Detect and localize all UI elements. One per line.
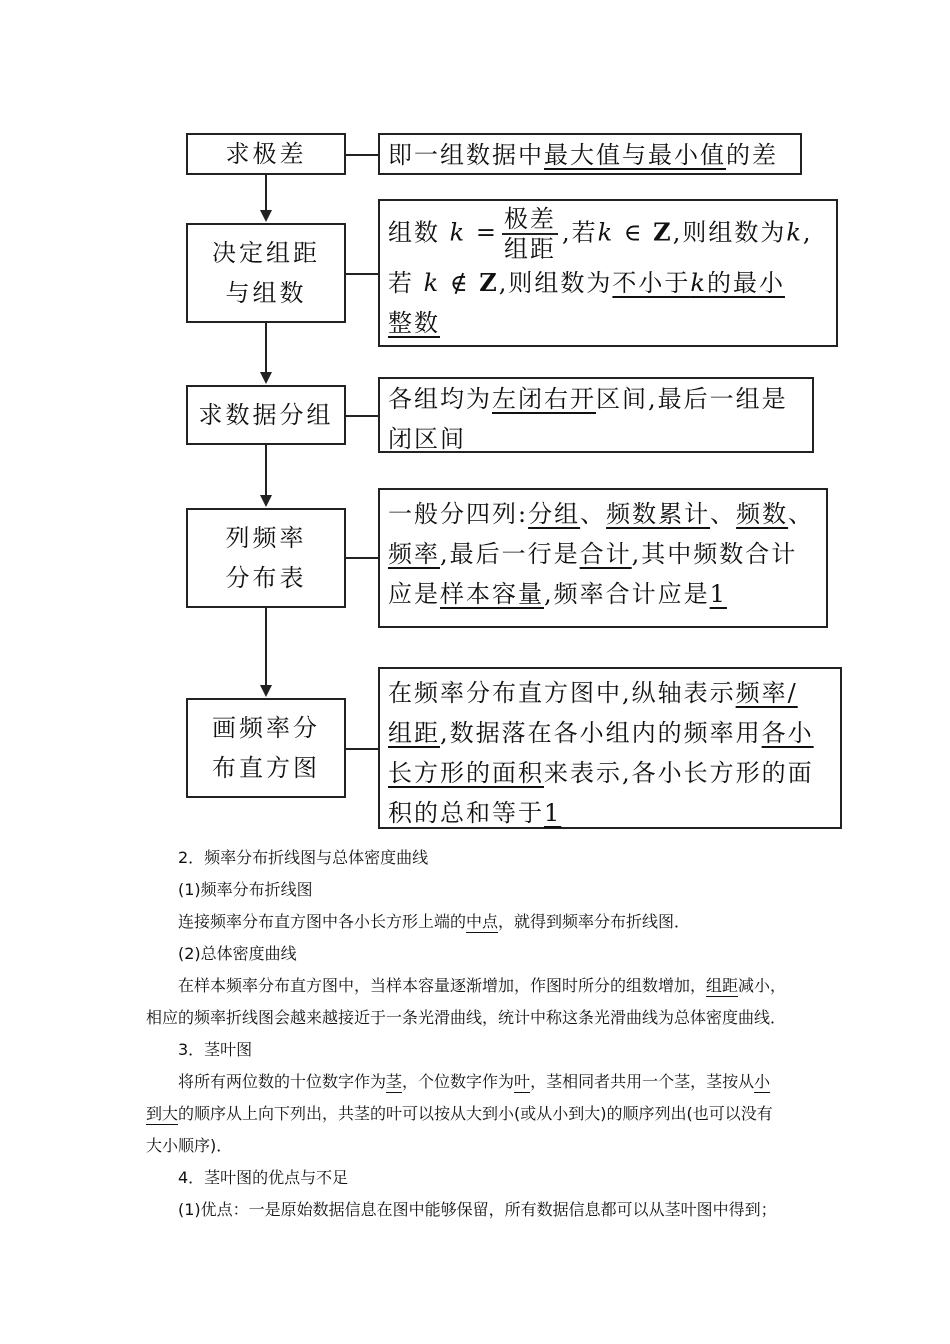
desc-table-text-e: ,最后一行是 <box>440 540 580 568</box>
step-histogram-box <box>186 698 346 798</box>
fraction <box>502 205 558 263</box>
desc-hist-u3: 各小 <box>761 719 814 747</box>
desc-hist-u2: 组距 <box>388 719 440 747</box>
desc-group-u2: 的最小 <box>706 269 785 297</box>
desc-table-u6: 样本容量 <box>440 580 544 608</box>
heading-2: 2．频率分布折线图与总体密度曲线 <box>178 848 429 867</box>
p3-b: ，个位数字作为 <box>402 1072 515 1091</box>
arrow-1-head <box>260 210 272 222</box>
arrow-3-head <box>260 495 272 507</box>
p3-u2: 叶 <box>514 1072 531 1091</box>
desc-hist-text-d: 积的总和等于 <box>388 799 544 827</box>
desc-group-text-b: ,若 <box>561 218 598 247</box>
math-equals: = <box>475 218 498 247</box>
desc-table-u4: 频率 <box>388 540 440 568</box>
p1-a: 连接频率分布直方图中各小长方形上端的 <box>178 912 467 931</box>
arrow-4-line <box>265 608 267 686</box>
arrow-3-line <box>265 445 267 496</box>
math-k-3: k <box>786 218 803 247</box>
heading-2-1: (1)频率分布折线图 <box>178 880 313 899</box>
desc-table-text-d: 、 <box>788 500 815 528</box>
p3-a: 将所有两位数的十位数字作为 <box>178 1072 387 1091</box>
paragraph-3-cont <box>146 1098 816 1130</box>
math-k-5: k <box>690 269 707 297</box>
step-group-width-box <box>186 223 346 323</box>
math-k-4: k <box>423 269 441 297</box>
p3-d: 的顺序从上向下列出，共茎的叶可以按从大到小(或从小到大)的顺序列出(也可以没有 <box>178 1104 773 1123</box>
math-k-1: k <box>449 218 467 247</box>
arrow-2-line <box>265 323 267 373</box>
fraction-denominator: 组距 <box>503 235 556 263</box>
desc-table-u7: 1 <box>709 580 727 608</box>
desc-group-text-c: ,则组数为 <box>672 218 787 247</box>
p2-a: 在样本频率分布直方图中，当样本容量逐渐增加，作图时所分的组数增加， <box>178 976 707 995</box>
step-grouping-box <box>186 385 346 445</box>
desc-freq-table-box <box>378 488 828 628</box>
desc-range-text-b: 的差 <box>726 141 778 169</box>
desc-range-box <box>378 133 802 175</box>
desc-table-u5: 合计 <box>579 540 632 568</box>
p2-b: 减小， <box>738 976 787 995</box>
desc-group-box <box>378 199 838 347</box>
desc-table-text-c: 、 <box>710 500 737 528</box>
desc-table-text-a: 一般分四列: <box>388 500 529 528</box>
desc-grouping-underlined: 左闭右开 <box>492 385 596 413</box>
desc-hist-u5: 1 <box>544 799 562 827</box>
desc-hist-u1: 频率/ <box>735 679 798 707</box>
connector-1 <box>346 154 378 156</box>
p3-u3: 小 <box>754 1072 771 1091</box>
arrow-4-head <box>260 685 272 697</box>
fraction-numerator: 极差 <box>503 205 556 233</box>
step-histogram-label-2: 布直方图 <box>212 754 320 782</box>
arrow-2-head <box>260 372 272 384</box>
paragraph-3-end: 大小顺序)． <box>146 1136 233 1155</box>
desc-group-underlined <box>612 269 785 297</box>
paragraph-2-cont: 相应的频率折线图会越来越接近于一条光滑曲线，统计中称这条光滑曲线为总体密度曲线． <box>146 1008 787 1027</box>
desc-grouping-text-a: 各组均为 <box>388 385 492 413</box>
connector-5 <box>346 748 378 750</box>
desc-grouping-text-c: 闭区间 <box>388 425 466 453</box>
desc-hist-text-b: ,数据落在各小组内的频率用 <box>440 719 762 747</box>
body-text <box>146 842 816 1226</box>
paragraph-1 <box>146 906 816 938</box>
heading-4: 4．茎叶图的优点与不足 <box>178 1168 349 1187</box>
desc-group-text-f: ,则组数为 <box>498 269 613 297</box>
step-grouping-label: 求数据分组 <box>198 401 334 429</box>
step-freq-table-box <box>186 508 346 608</box>
desc-hist-text-c: 来表示,各小长方形的面 <box>544 759 814 787</box>
step-histogram-label-1: 画频率分 <box>212 714 320 742</box>
p3-u4: 到大 <box>146 1104 179 1123</box>
p3-u1: 茎 <box>386 1072 403 1091</box>
desc-table-text-b: 、 <box>580 500 607 528</box>
paragraph-3 <box>146 1066 816 1098</box>
desc-table-u3: 频数 <box>736 500 789 528</box>
desc-group-u3: 整数 <box>388 309 440 337</box>
desc-grouping-text-b: 区间,最后一组是 <box>596 385 788 413</box>
connector-3 <box>346 415 378 417</box>
step-freq-table-label-1: 列频率 <box>225 524 307 552</box>
math-integers-2: Z <box>479 268 499 297</box>
paragraph-4: (1)优点：一是原始数据信息在图中能够保留，所有数据信息都可以从茎叶图中得到； <box>178 1200 777 1219</box>
desc-table-text-f: ,其中频数合计 <box>631 540 798 568</box>
paragraph-2 <box>146 970 816 1002</box>
step-group-width-label-2: 与组数 <box>225 279 307 307</box>
math-integers-1: Z <box>653 217 673 247</box>
p3-c: ，茎相同者共用一个茎，茎按从 <box>530 1072 755 1091</box>
p2-underlined: 组距 <box>706 976 739 995</box>
math-k-2: k <box>597 218 615 247</box>
arrow-1-line <box>265 175 267 211</box>
desc-hist-text-a: 在频率分布直方图中,纵轴表示 <box>388 679 736 707</box>
heading-2-2: (2)总体密度曲线 <box>178 944 297 963</box>
desc-group-text-a: 组数 <box>388 218 440 247</box>
step-group-width-label-1: 决定组距 <box>212 239 320 267</box>
desc-group-u1: 不小于 <box>612 269 691 297</box>
desc-histogram-box <box>378 667 842 829</box>
step-range-label: 求极差 <box>225 140 307 168</box>
desc-group-text-e: 若 <box>388 269 414 297</box>
math-not-element-of: ∉ <box>449 269 470 297</box>
desc-range-text-a: 即一组数据中 <box>388 141 544 169</box>
desc-table-text-g: 应是 <box>388 580 440 608</box>
desc-group-text-d: , <box>802 218 813 247</box>
desc-range-underlined: 最大值与最小值 <box>544 141 726 169</box>
desc-grouping-box <box>378 377 814 453</box>
step-range-box <box>186 133 346 175</box>
p1-b: ，就得到频率分布折线图． <box>498 912 691 931</box>
desc-hist-u4: 长方形的面积 <box>388 759 544 787</box>
math-element-of: ∈ <box>623 218 644 247</box>
step-freq-table-label-2: 分布表 <box>225 564 307 592</box>
desc-table-u1: 分组 <box>528 500 581 528</box>
connector-4 <box>346 557 378 559</box>
desc-table-text-h: ,频率合计应是 <box>544 580 710 608</box>
connector-2 <box>346 273 378 275</box>
desc-table-u2: 频数累计 <box>606 500 711 528</box>
p1-underlined: 中点 <box>466 912 499 931</box>
heading-3: 3．茎叶图 <box>178 1040 253 1059</box>
